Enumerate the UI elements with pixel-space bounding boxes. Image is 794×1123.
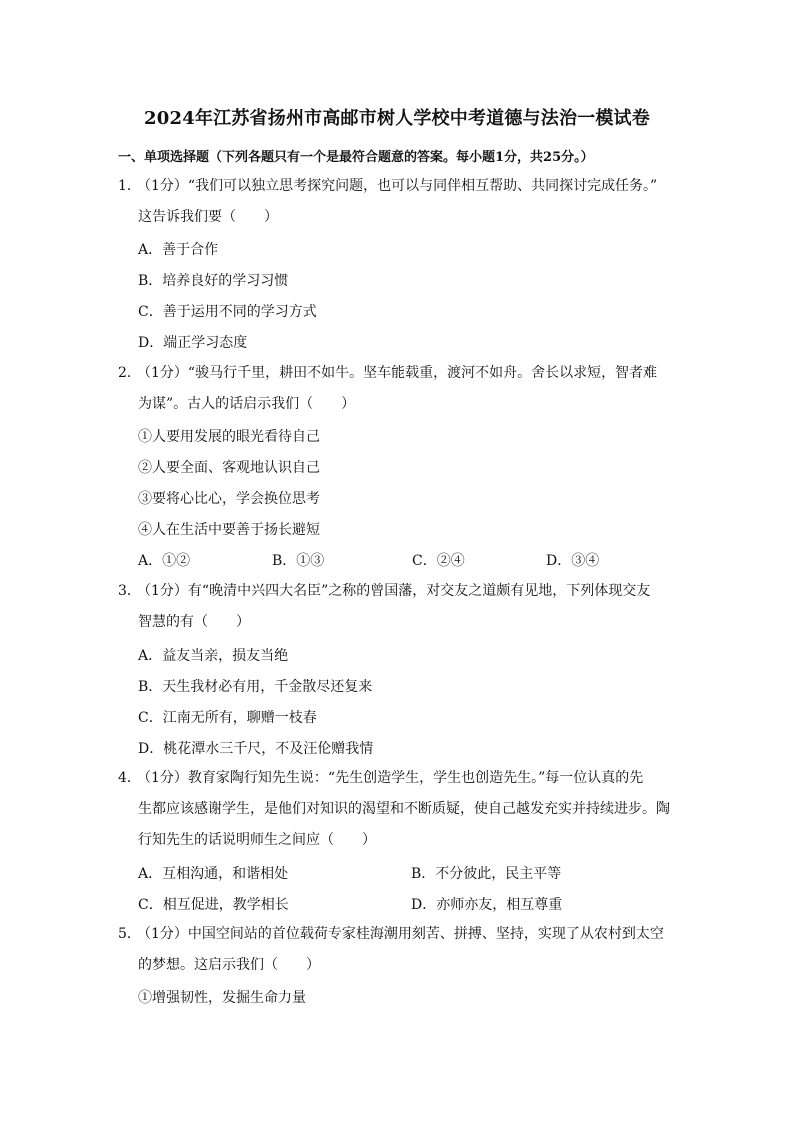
option-d: D．桃花潭水三千尺，不及汪伦赠我情 xyxy=(138,741,374,757)
question-stem-line: （1分）“我们可以独立思考探究问题，也可以与同伴相互帮助、共同探讨完成任务。” xyxy=(137,178,658,194)
option-a: A．益友当亲，损友当绝 xyxy=(138,648,289,664)
question-stem-line: 行知先生的话说明师生之间应（ ） xyxy=(138,832,376,848)
question-stem-line: 的梦想。这启示我们（ ） xyxy=(138,957,320,973)
section-header: 一、单项选择题（下列各题只有一个是最符合题意的答案。每小题1分，共25分。） xyxy=(118,150,594,165)
question-number: 4． xyxy=(118,770,141,786)
option-d: D．亦师亦友，相互尊重 xyxy=(411,897,563,913)
option-c: C．相互促进，教学相长 xyxy=(138,897,289,913)
option-c: C．江南无所有，聊赠一枝春 xyxy=(138,710,317,726)
question-stem-line: （1分）“骏马行千里，耕田不如牛。坚车能载重，渡河不如舟。舍长以求短，智者难 xyxy=(137,365,658,381)
statement-1: ①人要用发展的眼光看待自己 xyxy=(138,429,320,445)
option-c: C．善于运用不同的学习方式 xyxy=(138,304,317,320)
question-stem-line: 这告诉我们要（ ） xyxy=(138,209,278,225)
question-number: 5． xyxy=(118,926,141,942)
option-a: A．①② xyxy=(138,553,191,569)
statement-2: ②人要全面、客观地认识自己 xyxy=(138,460,320,476)
option-d: D．端正学习态度 xyxy=(138,335,248,351)
question-number: 1． xyxy=(118,178,141,194)
option-b: B．培养良好的学习习惯 xyxy=(138,273,289,289)
question-stem-line: 为谋”。古人的话启示我们（ ） xyxy=(138,396,356,412)
option-c: C．②④ xyxy=(412,553,465,569)
option-a: A．善于合作 xyxy=(138,242,219,258)
statement-3: ③要将心比心，学会换位思考 xyxy=(138,491,320,507)
statement-1: ①增强韧性，发掘生命力量 xyxy=(138,990,306,1006)
option-d: D．③④ xyxy=(546,553,600,569)
question-number: 2． xyxy=(118,365,141,381)
question-stem-line: （1分）教育家陶行知先生说：“先生创造学生，学生也创造先生。”每一位认真的先 xyxy=(137,770,644,786)
option-b: B．不分彼此，民主平等 xyxy=(411,866,562,882)
question-stem-line: （1分）有“晚清中兴四大名臣”之称的曾国藩，对交友之道颇有见地，下列体现交友 xyxy=(137,583,651,599)
question-stem-line: 智慧的有（ ） xyxy=(138,614,250,630)
option-a: A．互相沟通，和谐相处 xyxy=(138,866,289,882)
page-title: 2024年江苏省扬州市高邮市树人学校中考道德与法治一模试卷 xyxy=(144,108,650,129)
question-stem-line: （1分）中国空间站的首位载荷专家桂海潮用刻苦、拼搏、坚持，实现了从农村到太空 xyxy=(137,926,664,942)
question-number: 3． xyxy=(118,583,141,599)
statement-4: ④人在生活中要善于扬长避短 xyxy=(138,522,320,538)
option-b: B．①③ xyxy=(272,553,325,569)
option-b: B．天生我材必有用，千金散尽还复来 xyxy=(138,679,373,695)
question-stem-line: 生都应该感谢学生，是他们对知识的渴望和不断质疑，使自己越发充实并持续进步。陶 xyxy=(138,801,670,817)
